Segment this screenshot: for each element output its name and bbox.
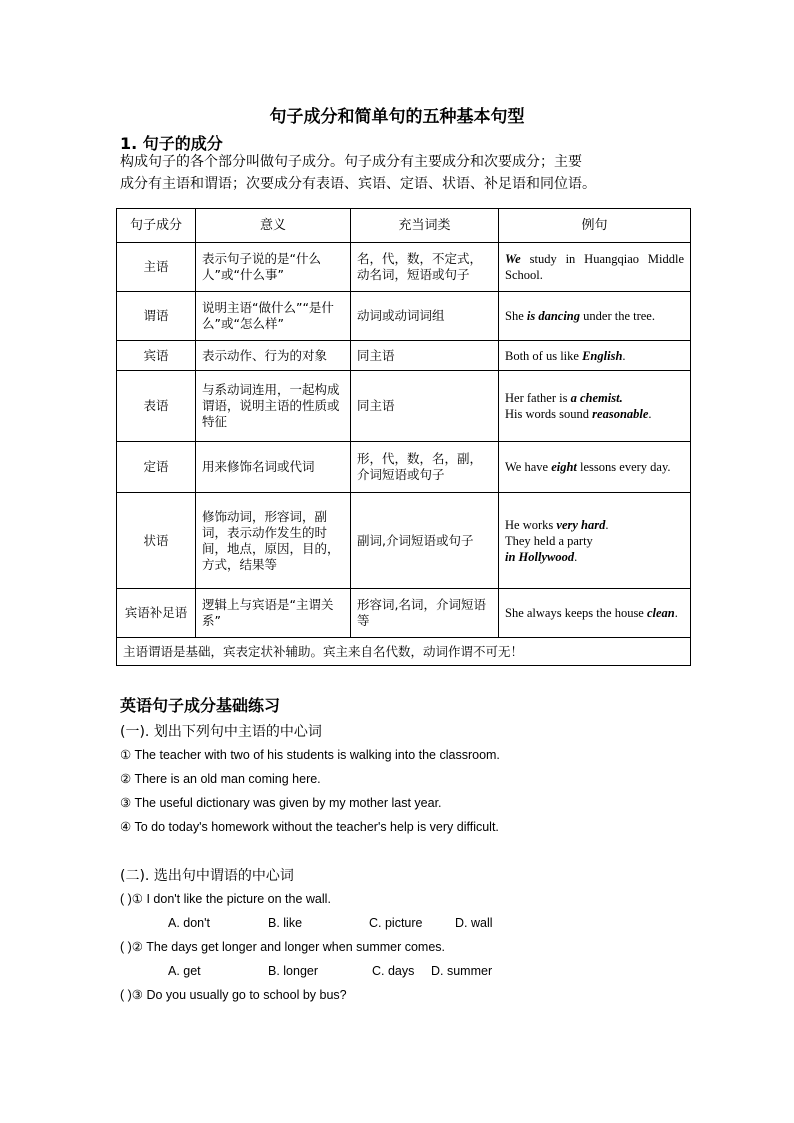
table-row [117, 341, 691, 371]
table-row [117, 292, 691, 341]
section1-heading: 1. 句子的成分 [120, 134, 223, 153]
table-row [117, 371, 691, 442]
sentence-components-table [116, 208, 691, 666]
part1-title: (一). 划出下列句中主语的中心词 [120, 724, 322, 740]
component-meaning: 修饰动词，形容词，副词，表示动作发生的时间，地点，原因，目的，方式，结果等 [196, 493, 351, 589]
practice-heading: 英语句子成分基础练习 [120, 696, 281, 715]
example-text: They held a party [505, 533, 593, 548]
example-emphasis: reasonable [592, 407, 649, 421]
component-word-class: 同主语 [351, 371, 499, 442]
component-example [499, 589, 691, 638]
component-name: 状语 [117, 493, 196, 589]
component-example [499, 442, 691, 493]
component-name: 主语 [117, 243, 196, 292]
component-meaning: 与系动词连用，一起构成谓语，说明主语的性质或特征 [196, 371, 351, 442]
table-row [117, 493, 691, 589]
component-word-class: 副词,介词短语或句子 [351, 493, 499, 589]
question-1: ( )① I don't like the picture on the wall. [120, 892, 331, 906]
component-example [499, 243, 691, 292]
example-text: study in Huangqiao Middle School. [505, 252, 684, 282]
exercise-item: ① The teacher with two of his students is walking into the classroom. [120, 748, 500, 762]
example-text: . [622, 348, 626, 363]
component-meaning: 表示动作、行为的对象 [196, 341, 351, 371]
question-2: ( )② The days get longer and longer when summer comes. [120, 940, 446, 954]
example-emphasis: English [582, 348, 623, 363]
example-emphasis: clean [646, 606, 675, 620]
example-text: She [505, 309, 527, 323]
component-name: 宾语补足语 [117, 589, 196, 638]
example-text: under the tree. [580, 309, 655, 323]
header-example: 例句 [499, 209, 691, 243]
example-emphasis: very hard [556, 517, 606, 532]
option-d: D. wall [455, 916, 493, 930]
component-word-class: 形容词,名词，介词短语等 [351, 589, 499, 638]
component-meaning: 用来修饰名词或代词 [196, 442, 351, 493]
option-a: A. get [168, 964, 201, 978]
example-text: Both of us like [505, 348, 583, 363]
table-row [117, 243, 691, 292]
option-c: C. days [372, 964, 415, 978]
header-word-class: 充当词类 [351, 209, 499, 243]
component-meaning: 说明主语“做什么”“是什么”或“怎么样” [196, 292, 351, 341]
table-row [117, 442, 691, 493]
example-emphasis: a chemist. [570, 391, 623, 405]
header-meaning: 意义 [196, 209, 351, 243]
example-emphasis: We [505, 252, 521, 266]
example-text: Her father is [505, 391, 571, 405]
option-c: C. picture [369, 916, 423, 930]
intro-line-1: 构成句子的各个部分叫做句子成分。句子成分有主要成分和次要成分；主要 [120, 154, 582, 170]
component-word-class: 名，代，数，不定式，动名词，短语或句子 [351, 243, 499, 292]
option-d: D. summer [431, 964, 493, 978]
example-text: She always keeps the house [505, 606, 647, 620]
example-text: . [674, 606, 678, 620]
question-3: ( )③ Do you usually go to school by bus? [120, 988, 347, 1002]
option-a: A. don't [168, 916, 210, 930]
example-emphasis: in Hollywood [505, 549, 575, 564]
example-text: We have [505, 460, 552, 474]
part2-title: (二). 选出句中谓语的中心词 [120, 868, 294, 884]
example-text: . [574, 549, 578, 564]
exercise-item: ③ The useful dictionary was given by my mother last year. [120, 796, 442, 810]
mnemonic-footer: 主语谓语是基础，宾表定状补辅助。宾主来自名代数，动词作谓不可无！ [117, 638, 691, 666]
example-emphasis: eight [551, 460, 577, 474]
component-example [499, 371, 691, 442]
example-text: His words sound [505, 407, 593, 421]
component-name: 表语 [117, 371, 196, 442]
exercise-item: ② There is an old man coming here. [120, 772, 321, 786]
option-b: B. like [268, 916, 303, 930]
option-b: B. longer [268, 964, 319, 978]
component-example [499, 341, 691, 371]
component-example [499, 292, 691, 341]
component-name: 定语 [117, 442, 196, 493]
header-component: 句子成分 [117, 209, 196, 243]
page-title: 句子成分和简单句的五种基本句型 [269, 107, 525, 127]
intro-line-2: 成分有主语和谓语；次要成分有表语、宾语、定语、状语、补足语和同位语。 [120, 176, 596, 192]
table-footer-row [117, 638, 691, 666]
example-text: . [605, 517, 609, 532]
component-name: 谓语 [117, 292, 196, 341]
component-word-class: 动词或动词词组 [351, 292, 499, 341]
component-example [499, 493, 691, 589]
example-text: He works [505, 517, 557, 532]
table-header-row [117, 209, 691, 243]
component-word-class: 形，代，数，名，副，介词短语或句子 [351, 442, 499, 493]
table-row [117, 589, 691, 638]
exercise-item: ④ To do today's homework without the teacher's help is very difficult. [120, 820, 499, 834]
component-word-class: 同主语 [351, 341, 499, 371]
example-emphasis: is dancing [526, 309, 581, 323]
component-name: 宾语 [117, 341, 196, 371]
component-meaning: 表示句子说的是“什么人”或“什么事” [196, 243, 351, 292]
example-text: . [648, 407, 652, 421]
example-text: lessons every day. [576, 460, 671, 474]
component-meaning: 逻辑上与宾语是“主谓关系” [196, 589, 351, 638]
